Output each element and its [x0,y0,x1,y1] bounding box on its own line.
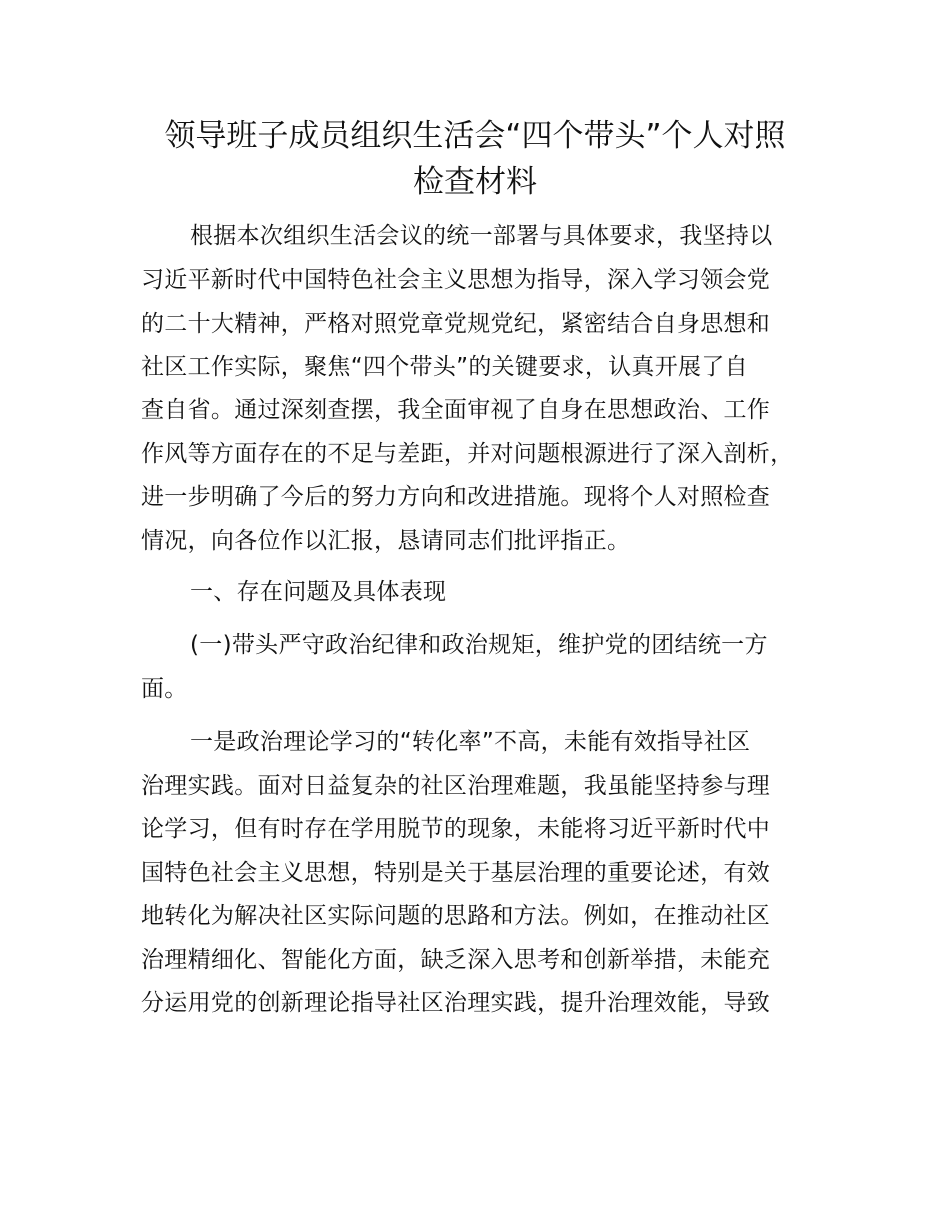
intro-line: 情况，向各位作以汇报，恳请同志们批评指正。 [141,528,631,554]
point-line: 论学习，但有时存在学用脱节的现象，未能将习近平新时代中 [141,816,771,842]
point-line: 分运用党的创新理论指导社区治理实践，提升治理效能，导致 [141,990,771,1016]
subsection-heading-line: (一)带头严守政治纪律和政治规矩，维护党的团结统一方 [190,632,768,658]
point-line: 治理精细化、智能化方面，缺乏深入思考和创新举措，未能充 [141,947,771,973]
point-line: 国特色社会主义思想，特别是关于基层治理的重要论述，有效 [141,860,771,886]
document-title-line-1: 领导班子成员组织生活会“四个带头”个人对照 [164,118,786,154]
intro-line: 习近平新时代中国特色社会主义思想为指导，深入学习领会党 [141,267,771,293]
intro-line: 社区工作实际，聚焦“四个带头”的关键要求，认真开展了自 [141,354,748,380]
point-line: 治理实践。面对日益复杂的社区治理难题，我虽能坚持参与理 [141,773,771,799]
section-heading: 一、存在问题及具体表现 [190,579,447,605]
intro-line: 的二十大精神，严格对照党章党规党纪，紧密结合自身思想和 [141,311,771,337]
point-line: 一是政治理论学习的“转化率”不高，未能有效指导社区 [190,729,751,755]
intro-line: 作风等方面存在的不足与差距，并对问题根源进行了深入剖析， [141,441,794,467]
document-title-line-2: 检查材料 [413,164,537,200]
intro-line: 进一步明确了今后的努力方向和改进措施。现将个人对照检查 [141,484,771,510]
point-line: 地转化为解决社区实际问题的思路和方法。例如，在推动社区 [141,903,771,929]
intro-line: 根据本次组织生活会议的统一部署与具体要求，我坚持以 [190,223,773,249]
intro-line: 查自省。通过深刻查摆，我全面审视了自身在思想政治、工作 [141,397,771,423]
subsection-heading-line: 面。 [141,676,188,702]
